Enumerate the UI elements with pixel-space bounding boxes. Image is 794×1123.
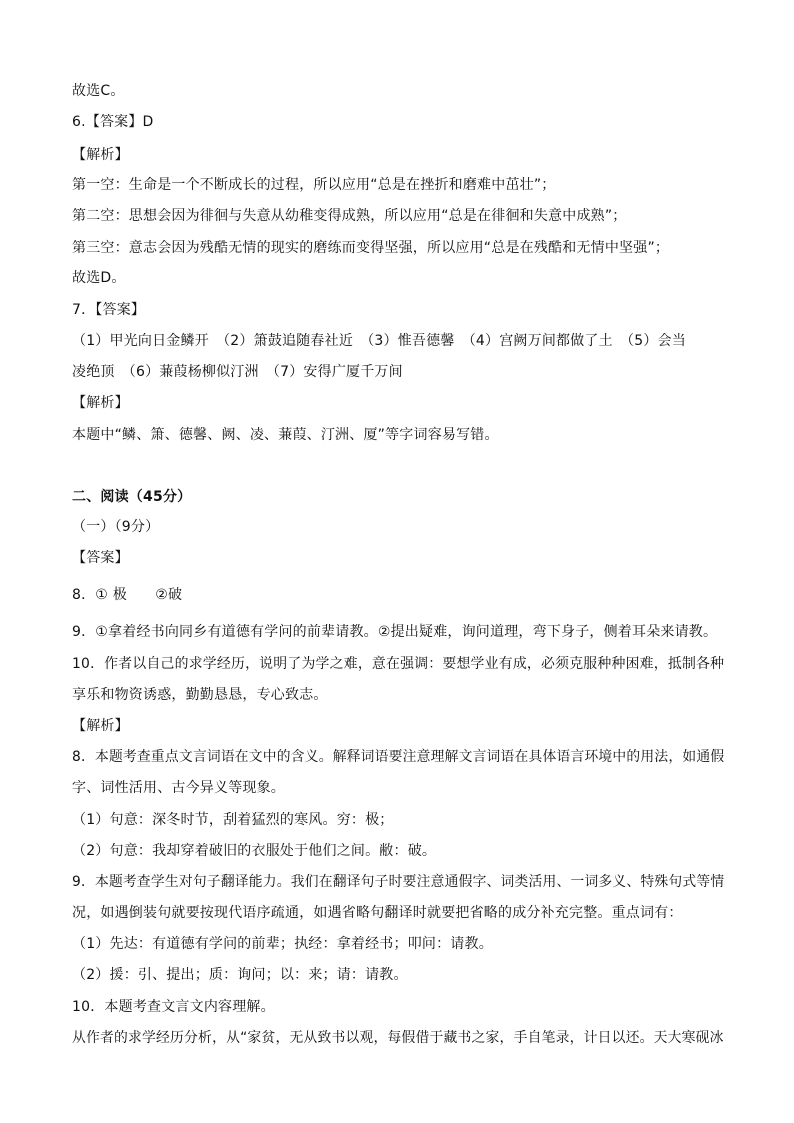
text-line: 6.【答案】D: [72, 114, 154, 130]
section-heading: 二、阅读（45分）: [72, 489, 192, 505]
text-line: （2）句意：我却穿着破旧的衣服处于他们之间。敝：破。: [72, 843, 437, 859]
text-line: （一）（9分）: [72, 519, 160, 535]
text-line: 本题中“鳞、箫、德馨、阙、凌、蒹葭、汀洲、厦”等字词容易写错。: [72, 427, 499, 443]
text-line: 7．【答案】: [72, 302, 146, 318]
text-line: 第三空：意志会因为残酷无情的现实的磨练而变得坚强，所以应用“总是在残酷和无情中坚强”；: [72, 240, 670, 256]
text-line: （2）援：引、提出；质：询问；以：来；请：请教。: [72, 967, 408, 983]
text-line: 【解析】: [72, 147, 129, 163]
text-line: （1）先达：有道德有学问的前辈；执经：拿着经书；叩问：请教。: [72, 936, 493, 952]
text-line: 第一空：生命是一个不断成长的过程，所以应用“总是在挫折和磨难中茁壮”；: [72, 177, 556, 193]
text-line: 享乐和物资诱惑，勤勤恳恳，专心致志。: [72, 687, 328, 703]
text-line: 字、词性活用、古今异义等现象。: [72, 780, 285, 796]
text-line: 9．本题考查学生对句子翻译能力。我们在翻译句子时要注意通假字、词类活用、一词多义、特殊句式等情: [72, 874, 725, 890]
text-line: 10．作者以自己的求学经历，说明了为学之难，意在强调：要想学业有成，必须克服种种困难，抵制各种: [72, 656, 725, 672]
text-line: 9．①拿着经书向同乡有道德有学问的前辈请教。②提出疑难，询问道理，弯下身子，侧着耳朵来请教。: [72, 624, 718, 640]
text-line: 凌绝顶 （6）蒹葭杨柳似汀洲 （7）安得广厦千万间: [72, 364, 403, 380]
text-line: （1）甲光向日金鳞开 （2）箫鼓追随春社近 （3）惟吾德馨 （4）宫阙万间都做了土 （5）会当: [72, 333, 686, 349]
text-line: 8．① 极 ②破: [72, 587, 183, 603]
text-line: 8．本题考查重点文言词语在文中的含义。解释词语要注意理解文言词语在具体语言环境中的用法，如通假: [72, 749, 725, 765]
text-line: 10．本题考查文言文内容理解。: [72, 999, 275, 1015]
text-line: 【解析】: [72, 718, 129, 734]
text-line: 故选C。: [72, 83, 125, 99]
text-line: 【答案】: [72, 550, 129, 566]
text-line: 故选D。: [72, 270, 126, 286]
text-line: 况，如遇倒装句就要按现代语序疏通，如遇省略句翻译时就要把省略的成分补充完整。重点词有：: [72, 905, 683, 921]
text-line: 第二空：思想会因为徘徊与失意从幼稚变得成熟，所以应用“总是在徘徊和失意中成熟”；: [72, 208, 627, 224]
text-line: （1）句意：深冬时节，刮着猛烈的寒风。穷：极；: [72, 812, 394, 828]
text-line: 【解析】: [72, 395, 129, 411]
text-line: 从作者的求学经历分析，从“家贫，无从致书以观，每假借于藏书之家，手自笔录，计日以还。天大寒砚冰: [72, 1030, 724, 1046]
